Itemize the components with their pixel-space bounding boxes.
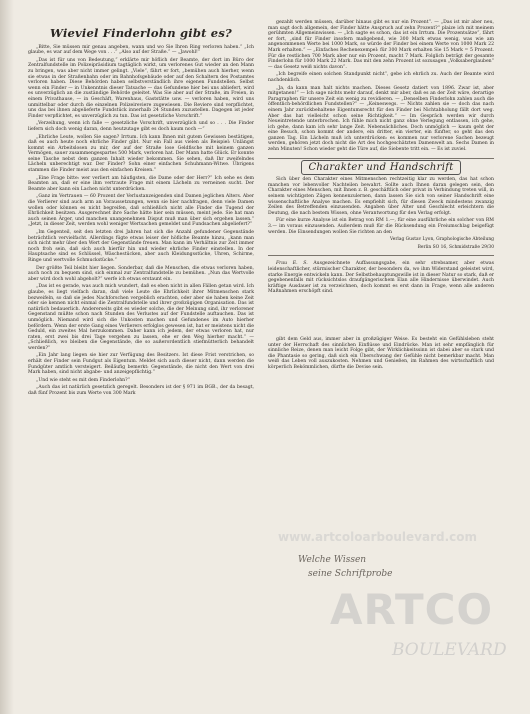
watermark-logo-line1: ARTCO <box>330 585 494 634</box>
page-spine-shadow <box>0 0 14 714</box>
article-paragraph: „Auch das ist natürlich gesetzlich geregelt. Besonders ist der § 971 im BGB., der da besagt, daß fünf Prozent bis zum Werte von 300 Mark <box>28 385 254 397</box>
article-continued-paragraph: „Ich begreife einen solchen Standpunkt nicht“, gebe ich ehrlich zu. Auch der Beamte wird nachdenklich. <box>268 72 494 83</box>
article-title-finderlohn: Wieviel Finderlohn gibt es? <box>50 26 232 40</box>
article-paragraph: „Und wie steht es mit dem Finderlohn?“ <box>36 377 130 383</box>
article-continued-paragraph: gezahlt werden müssen, darüber hinaus gibt es nur ein Prozent“. — „Das ist mir aber neu, man sagt doch allgemein, der Finder hätte Anspruch auf zehn Prozent?“ plaize ich mit meinem gerühmten Allgemeinwissen. — „Ich sagte es schon, das ist ein Irrtum. Die Prozentsätze“, fährt er fort, „sind für Finder insofern maßgebend, wie 300 Mark etwas wenig, was wie am angenommenen Werte bei 1000 Mark, so würde der Finder bei einem Werte von 1000 Mark 22 Mark erhalten.“ — „Einfaches Rechenexempel: für 300 Mark erhalten Sie 15 Mark = 5 Prozent. Für die restlichen 700 Mark aber nur ein Prozent, macht 7 Mark. Folglich beträgt der gesamte Finderlohn für 1000 Mark 22 Mark. Das mit den zehn Prozent ist sozusagen „Volksaberglauben“ — das Gesetz weiß nichts davon“. <box>268 20 494 70</box>
right-column <box>268 20 494 373</box>
watermark-url: www.artcoloarboulevard.com <box>278 530 478 544</box>
article-paragraph: „Bitte, Sie müssen mir genau angeben, wann und wo Sie Ihren Ring verloren haben.“ „Ich glaube, es war auf dem Wege von . . .“ „Also auf der Straße.“ — „Jawohl!“ <box>28 44 254 56</box>
handwriting-spacer <box>268 297 494 337</box>
handwriting-line: Welche Wissen <box>298 555 367 565</box>
sample-label: Frau E. S. <box>276 261 308 267</box>
handwriting-line: seine Schriftprobe <box>308 569 393 579</box>
sample-text: Ausgezeichnete Auffassungsgabe, ein sehr strebsamer, aber etwas leidenschaftlicher, stürmischer Charakter, der besonders da, wo ihm Widerstand geleistet wird, starke Energie entwickeln kann. Der Selbstbehauptungswille ist in dieser Natur so stark, daß er gegebenenfalls mit rücksichtslos draufgängerischem Elan alle Hindernisse überwindet. Auch kräftige Ausdauer ist zu verzeichnen, doch kommt es erst dann in Frage, wenn alle anderen Maßnahmen erschöpft sind. <box>268 261 494 295</box>
article-paragraph: „Das ist für uns von Bedeutung,“ erklärte mir höflich der Beamte, der dort im Büro der Zentralfundstelle im Polizeipräsidium tagtäglich wirkt, um verlorenes Gut wieder an den Mann zu bringen, was aber nicht immer gelingt. „Viele“, fährt er fort, „bemühen auch hierher, wenn sie etwas in der Straßenbahn oder im Bahnhofsgebäude oder auf den Schaltern des Postamtes verloren haben. Diese Behörden haben selbstverständlich ihre eigenen Fundstellen. Selbst wenn ein Finder — in Unkenntnis dieser Tatsache — das Gefundene hier bei uns abliefert, wird es unverzüglich an die zuständige Behörde geleitet. Was Sie aber auf der Straße, im Freien, in einem Privathause, — in Geschäft, Warenhaus, Gaststätte usw. — verloren haben, wird uns unmittelbar oder durch die einzelnen Polizeireviere zugewiesen. Die Reviere sind verpflichtet, uns das bei ihnen abgelieferte Fundstück innerhalb 24 Stunden zuzustellen. Dagegen ist jeder Finder verpflichtet, es unverzüglich zu tun. Das ist gesetzliche Vorschrift.“ <box>28 57 254 119</box>
article-paragraph: „Eine Frage bitte: wer verliert am häufigsten, die Dame oder der Herr?“ Ich sehe es dem Beamten an, daß er eine ihm vertraute Frage mit einem Lächeln zu verneinen sucht. Der Beamte aber kann ein Lachen nicht unterdrücken. <box>28 175 254 192</box>
analysis-sample <box>268 261 494 295</box>
article-paragraph: Sich über den Charakter eines Mitmenschen rechtzeitig klar zu werden, das hat schon manchen vor lebenvoller Nachteilen bewahrt. Sollte auch Ihnen daran gelegen sein, den Charakter eines Menschen, mit Ihnen z. B. geschäftlich oder privat in Verbindung treten will, in seinem wichtigsten Zügen kennenzulernen, dann lassen Sie sich von seiner Handschrift eine wissenschaftliche Analyse machen. Es empfiehlt sich, für diesen Zweck mindestens zwanzig Zeilen des Betreffenden einzusenden. Angaben über Alter und Geschlecht erleichtern die Deutung, die nach bestem Wissen, ohne Verantwortung für den Verlag erfolgt. <box>268 177 494 216</box>
section-divider <box>268 255 494 256</box>
article-paragraph: „Im Gegenteil, seit den letzten drei Jahren hat sich die Anzahl gefundener Gegenstände beträchtlich vervielfacht. Allerdings fügte etwas leiser der höfliche Beamte hinzu, „kann man sich nicht mehr über den Wert der Gegenstände freuen. Man kann im Verhältnis zur Zeit immer noch froh sein, daß sich auch hierfür hin und wieder ehrliche Finder einstellen. In der Hauptsache sind es Schlüssel, Wäschestücken, aber auch Kleidungsstücke, Uhren, Schirme, Ringe und wertvolle Schmuckstücke.“ <box>28 230 254 263</box>
watermark-logo-line2: BOULEVARD <box>392 640 507 660</box>
article-paragraph: „Ganz im Vertrauen — 60 Prozent der Verlustanzeigenden sind Damen jeglichen Alters. Aber die Verlierer sind auch arm an Voraussetzungen, wenn sie hier nachfragen, denn viele Damen wollen oder können es nicht begreifen, daß schließlich nicht alle Finder die Tugend der Ehrlichkeit besitzen. Ausgerechnet ihre Sache hätte hier sein müssen, meint jede. Sie hat man auch seinen Ärger, und manchen unangenehmen Disput muß man über sich ergehen lassen.“ „Jetzt, in dieser Zeit, werden wohl weniger Wertsachen gemeldet und Fundsachen abgeliefert?“ <box>28 194 254 228</box>
article-paragraph: „Verzeihung, wenn ich falle — gesetzliche Vorschrift, unverzüglich und so . . . Die Finder liefern sich doch wenig daran, denn heutzutage gibt es doch kaum noch —“ <box>28 121 254 132</box>
watermark-logo <box>330 585 507 665</box>
title-banner: Charakter und Handschrift <box>301 160 460 175</box>
handwriting-sample <box>268 555 494 589</box>
left-column <box>28 20 254 399</box>
closing-paragraph: gibt dem Geld aus, immer aber in großzügiger Weise. Es besteht ein Gefühlsleben steht unter der Herrschaft des sinnlichen Einflüsse und Eindrücke. Man ist sehr empfänglich für sinnliche Reize, denen man leicht Folge gibt, der Wirklichkeitssinn ist dabei aber so stark und die Phantasie so gering, daß sich ein Überschwang der Gefühle nicht bemerkbar macht. Man weiß das Leben voll auszukosten. Nehmen und Genießen, im Rahmen des wirtschaftlich und körperlich Bekömmlichen, dürfte die Devise sein. <box>268 336 494 370</box>
publisher-address: Berlin SO 16, Schmidstraße 29/30 <box>417 244 494 250</box>
section-divider <box>268 158 494 159</box>
article-paragraph: „Das ist es gerade, was auch mich wundert, daß es eben nicht in allen Fällen getan wird. Ich glaube, es liegt vielfach daran, daß viele Leute die Ehrlichkeit ihrer Mitmenschen stark bezweifeln, so daß sie jedes Nachforschen vergeblich erachten, oder aber sie haben keine Zeit oder sie kennen nicht einmal die Zentralfundstelle und ihrer großzügigen Organisation. Das ist natürlich bedauerlich. Andererseits gibt es wieder solche, die der Meinung sind, ihr verlorener Gegenstand müßte schon nach Stunden des Verlustes auf der Fundstelle auftauchen. Das ist unmöglich. Niemand wird sich die Unkosten machen und Gefundenes im Auto hierher befördern. Wenn der erste Gang eines Verlierers erfolglos gewesen ist, hat er meistens nicht die Geduld, ein zweites Mal herzukommen. Daher kann ich jedem, der etwas verloren hat, nur raten, erst zwei bis drei Tage vergehen zu lassen, ehe er den Weg hierher macht.“ — „Schließlich, wo bleiben die Gegenstände, die so außerordentlich stiefmütterlich behandelt werden?“ <box>28 284 254 351</box>
article-paragraph: Für eine kurze Analyse ist ein Betrag von RM 1.—, für eine ausführliche ein solcher von RM 3.— im voraus einzusenden. Außerdem muß für die Rücksendung ein Freiumschlag beigefügt werden. Die Einsendungen wollen Sie richten an den <box>268 218 494 235</box>
article-title-handschrift <box>268 161 494 173</box>
article-paragraph: „Ehrliche Leute, wollen Sie sagen? Irrtum. Ich kann Ihnen mit gutem Gewissen bestätigen, daß es auch heute noch ehrliche Finder gibt. Nur ein Fall aus vielen als Beispiel: Unlängst kommt ein Arbeitslosen zu mir, der auf der Straße lose Geldfische mit keinem ganzen Vermögen, sauer zusammengespartes 500 Mark, verloren hat. Der Mann hatte Glück. Er konnte seine Tasche nebst dem ganzen Inhalt wieder bekommen. Sie sehen, daß Ihr zweifelndes Lächeln unberechtigt war. Der Finder? Sohn einer einfachen Schuhmann-Witwe. Übrigens stammen die Finder meist aus den einfachen Kreisen.“ <box>28 134 254 174</box>
article-paragraph: Der größte Teil bleibt hier liegen. Sonderbar, daß die Menschen, die etwas verloren haben, auch noch zu bequem sind, sich einmal zur Zentralfundstelle zu bemühen. „Nun das Wertvolle aber wird doch wohl abgeholt?“ werfe ich etwas erstaunt ein. <box>28 265 254 282</box>
article-continued-paragraph: „Ja, da kann man halt nichts machen. Dieses Gesetz datiert von 1896. Zwar ist, aber mitgetanen!“ — Ich sage nichts mehr darauf, denkt mir aber, daß es an der Zeit wäre, derartige Paragraphen für unsere Zeit ein wenig zu revidieren. — „Denselben Finderlohn zahlen auch die öffentlich-behördlichen Fundstellen?“ — „Keineswegs. — Nichts zahlen sie — doch das nach einem Jahr zurückbehaltene Eigentumsrecht für den Finder bei Nichtabholung fällt dort weg. Aber das hat vielleicht schon seine Richtigkeit.“ — Im Gespräch werden wir durch Neueintretende unterbrochen. Ich fühle mich nicht ganz ohne Verlegung entlassen, ich gehe, ich gehe, dann kam ich sehr lange Zeit. Nebensächliches. Doch unmöglich — kaum geht der eine Besuch, schon kommt der andere, ein dritter, ein vierter, ein fünfter, so geht das den ganzen Tag. Ein Lächeln muß ich unterdrücken: es kommen nur verlorene Sachen bezeugt werden, gehören jetzt doch nicht die Art des hochgeschätzten Damenwelt an. Sechs Damen in zehn Minuten! Schon wieder geht die Türe auf, die Siebente tritt ein. — Es ist zuviel. <box>268 85 494 153</box>
article-paragraph: „Ein Jahr lang liegen sie hier zur Verfügung des Besitzers. Ist diese Frist verstrichen, so erhält der Finder sein Fundgut als Eigentum. Meldet sich auch dieser nicht, dann werden die Fundgüter amtlich versteigert. Beiläufig bemerkt: Gegenstände, die nicht den Wert von drei Mark haben, sind nicht abgabe- und anzeigepflichtig.“ <box>28 353 254 376</box>
publisher-signature: Verlag Gustav Lyon, Graphologische Abteilung <box>389 237 494 243</box>
